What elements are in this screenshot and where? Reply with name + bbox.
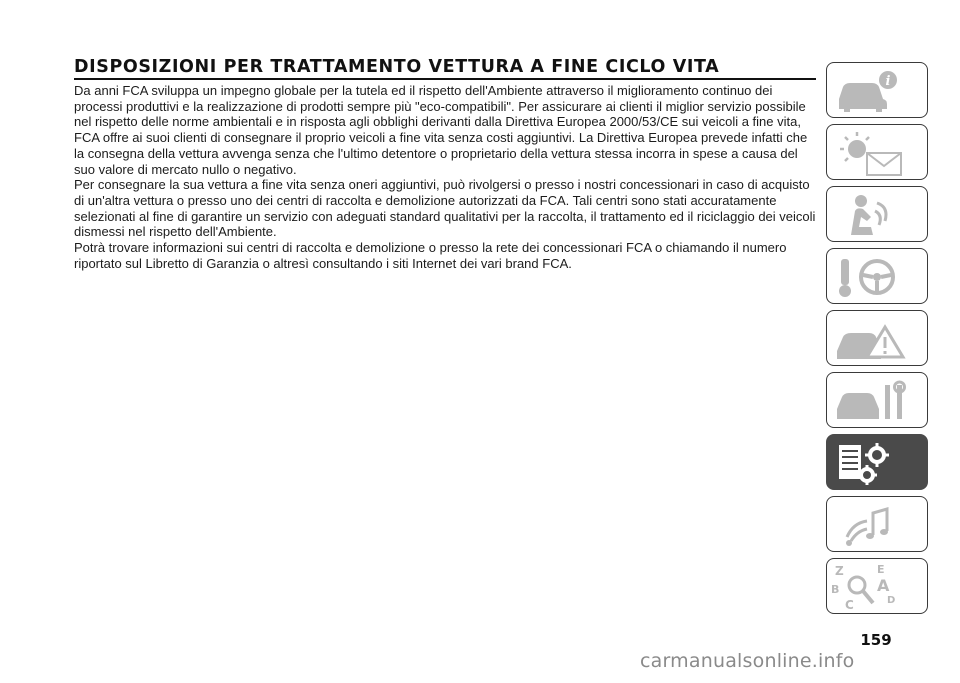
svg-text:D: D xyxy=(887,595,896,606)
seat-airbag-icon xyxy=(827,187,929,243)
tab-warning-lights[interactable] xyxy=(826,124,928,180)
text-line: Potrà trovare informazioni sui centri di raccolta e demolizione o presso la rete dei concessionari FCA o chiamando il numero xyxy=(74,240,787,256)
tab-starting-driving[interactable] xyxy=(826,248,928,304)
svg-text:C: C xyxy=(845,598,854,612)
text-line: selezionati al fine di garantire un servizio con adeguati standard qualitativi per la raccolta, il trattamento ed il riciclaggio dei veicoli xyxy=(74,208,816,224)
text-line: riportato sul Libretto di Garanzia o altresì consultando i siti Internet dei vari brand FCA. xyxy=(74,255,572,271)
tab-emergency[interactable] xyxy=(826,310,928,366)
technical-data-gears-icon xyxy=(827,435,929,491)
watermark: carmanualsonline.info xyxy=(640,650,855,672)
key-steering-wheel-icon xyxy=(827,249,929,305)
page-number: 159 xyxy=(860,631,892,649)
text-line: di un'altra vettura o presso uno dei centri di raccolta e demolizione autorizzati da FCA. Tali centri sono stati accuratamente xyxy=(74,192,777,208)
car-info-icon xyxy=(827,63,929,119)
alphabetical-index-icon xyxy=(827,559,929,615)
svg-text:Z: Z xyxy=(835,564,844,578)
text-line: processi produttivi e la realizzazione di prodotti sempre più "eco-compatibili". Per assicurare ai clienti il miglior servizio possibile xyxy=(74,98,806,114)
tab-car-info[interactable] xyxy=(826,62,928,118)
text-line: Per consegnare la sua vettura a fine vita senza oneri aggiuntivi, può rivolgersi o presso i nostri concessionari in caso di acquisto xyxy=(74,177,810,193)
car-emergency-icon xyxy=(827,311,929,367)
multimedia-icon xyxy=(827,497,929,553)
title-divider xyxy=(74,78,816,80)
text-line: nel rispetto delle norme ambientali e in risposta agli obblighi derivanti dalla Direttiva Europea 2000/53/CE sui veicoli a fine vita, xyxy=(74,114,801,130)
text-line: Da anni FCA sviluppa un impegno globale per la tutela ed il rispetto dell'Ambiente attraverso il miglioramento continuo dei xyxy=(74,83,773,98)
body-text xyxy=(74,83,819,271)
svg-text:A: A xyxy=(877,576,890,595)
paragraph-2 xyxy=(74,177,819,240)
svg-text:B: B xyxy=(831,583,840,596)
car-maintenance-tools-icon xyxy=(827,373,929,429)
tab-index[interactable] xyxy=(826,558,928,614)
page-title: DISPOSIZIONI PER TRATTAMENTO VETTURA A FINE CICLO VITA xyxy=(74,57,720,77)
text-line: FCA offre ai suoi clienti di consegnare il proprio veicoli a fine vita senza costi aggiuntivi. La Direttiva Europea prevede infatti che xyxy=(74,130,808,146)
svg-text:E: E xyxy=(877,563,885,576)
text-line: suo valore di mercato nullo o negativo. xyxy=(74,161,297,177)
tab-servicing-maintenance[interactable] xyxy=(826,372,928,428)
paragraph-1 xyxy=(74,83,819,177)
paragraph-3 xyxy=(74,240,819,271)
tab-technical-data[interactable] xyxy=(826,434,928,490)
text-line: dismessi nel rispetto dell'Ambiente. xyxy=(74,224,277,240)
text-line: la consegna della vettura avvenga senza che l'ultimo detentore o proprietario della vettura stessa incorra in spese a causa del xyxy=(74,145,798,161)
tab-multimedia[interactable] xyxy=(826,496,928,552)
svg-text:i: i xyxy=(885,74,891,89)
warning-lights-message-icon xyxy=(827,125,929,181)
tab-safety[interactable] xyxy=(826,186,928,242)
